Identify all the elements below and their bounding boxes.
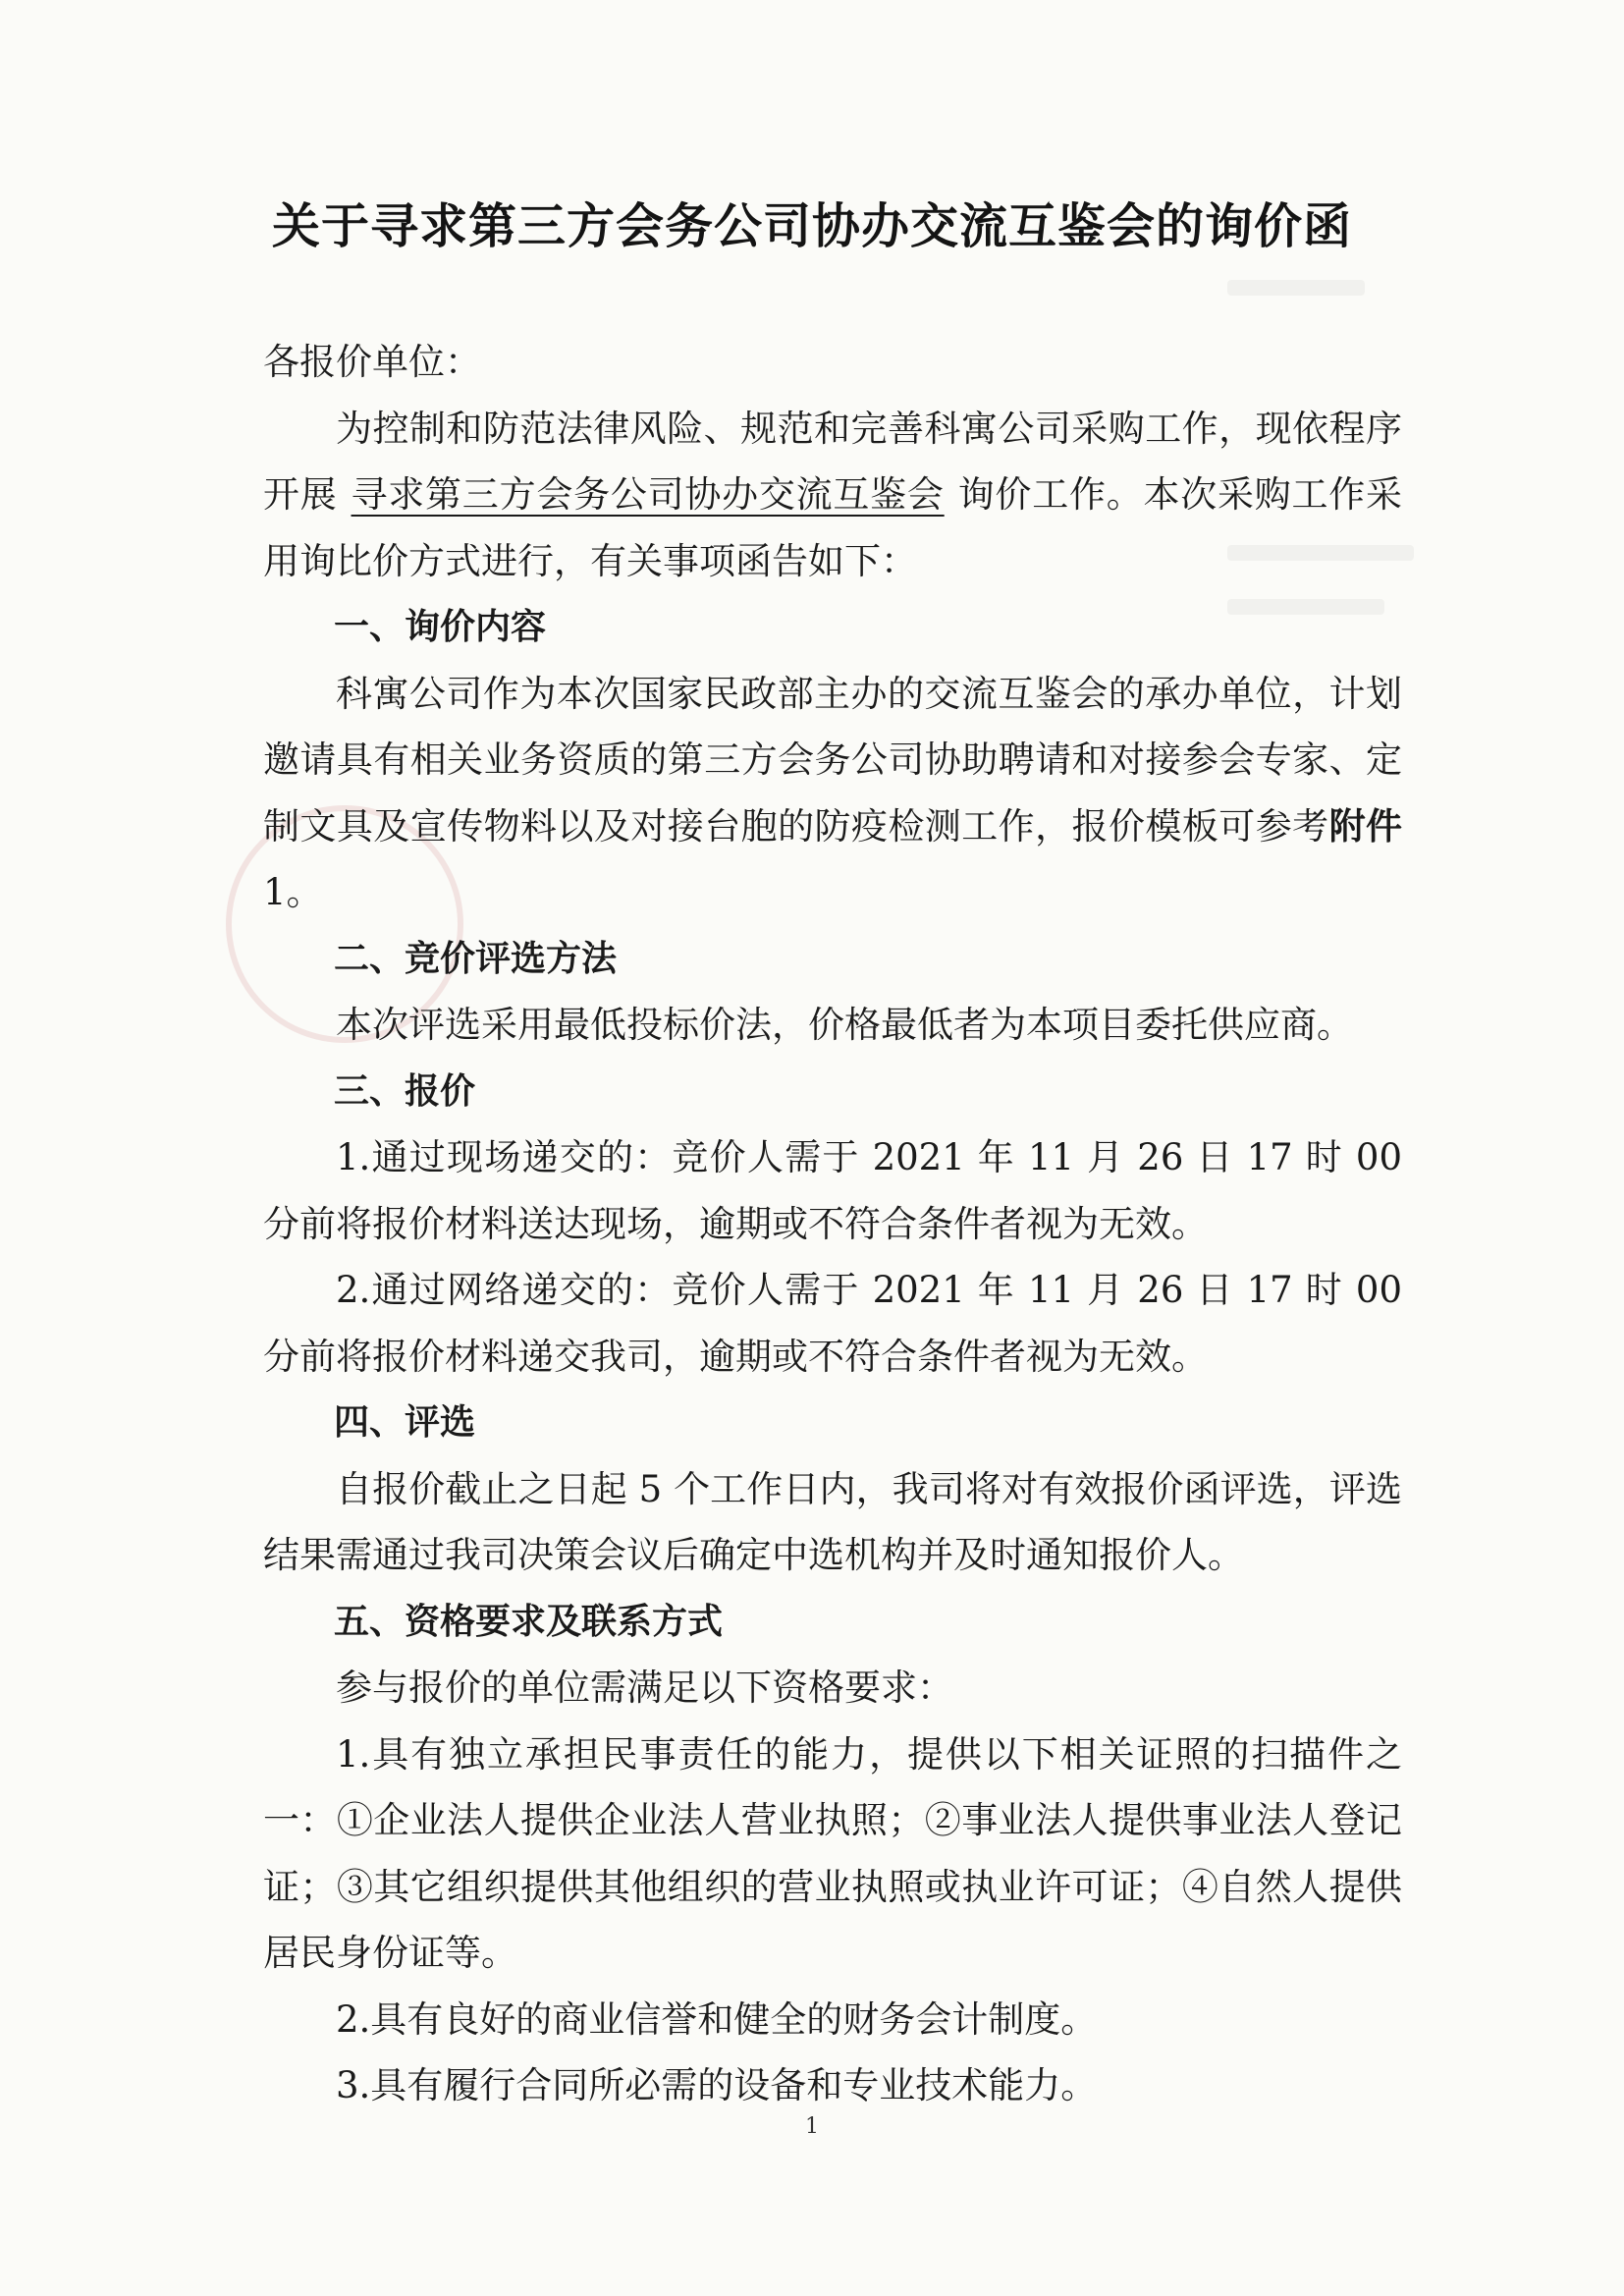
quotation-item-onsite: 1.通过现场递交的：竞价人需于 2021 年 11 月 26 日 17 时 00 分前将报价材料送达现场，逾期或不符合条件者视为无效。 [263, 1136, 1402, 1245]
section-heading-bidding-method: 二、竞价评选方法 [334, 938, 618, 979]
attachment-ref: 附件 [1328, 804, 1403, 847]
document-body [263, 329, 1402, 2119]
section-heading-evaluation: 四、评选 [334, 1402, 476, 1443]
qualification-item-2: 2.具有良好的商业信誉和健全的财务会计制度。 [336, 1997, 1098, 2041]
salutation: 各报价单位： [263, 341, 481, 383]
document-title: 关于寻求第三方会务公司协办交流互鉴会的询价函 [271, 198, 1352, 254]
intro-text-part1: 为控制和防范法律风险、规范和完善科寓公司采购工作，现依程序开展 [263, 407, 1402, 516]
attachment-number: 1。 [263, 871, 323, 913]
bleed-through-mark [1227, 280, 1365, 296]
project-name-underlined: 寻求第三方会务公司协办交流互鉴会 [351, 473, 945, 516]
section-heading-inquiry-content: 一、询价内容 [334, 607, 547, 647]
intro-paragraph [263, 396, 1402, 595]
section-paragraph-inquiry-content [263, 661, 1402, 926]
inquiry-content-text: 科寓公司作为本次国家民政部主办的交流互鉴会的承办单位，计划邀请具有相关业务资质的第三方会务公司协助聘请和对接参会专家、定制文具及宣传物料以及对接台胞的防疫检测工作，报价模板可参考 [263, 672, 1402, 847]
section-heading-qualifications: 五、资格要求及联系方式 [334, 1601, 724, 1642]
qualifications-intro: 参与报价的单位需满足以下资格要求： [336, 1667, 953, 1709]
qualification-item-1: 1.具有独立承担民事责任的能力，提供以下相关证照的扫描件之一：①企业法人提供企业法人营业执照；②事业法人提供事业法人登记证；③其它组织提供其他组织的营业执照或执业许可证；④自然人提供居民身份证等。 [263, 1732, 1402, 1974]
section-paragraph-bidding-method: 本次评选采用最低投标价法，价格最低者为本项目委托供应商。 [336, 1004, 1353, 1046]
page-number: 1 [805, 2114, 819, 2139]
section-heading-quotation: 三、报价 [334, 1070, 476, 1112]
qualification-item-3: 3.具有履行合同所必需的设备和专业技术能力。 [336, 2064, 1098, 2106]
quotation-item-online: 2.通过网络递交的：竞价人需于 2021 年 11 月 26 日 17 时 00 分前将报价材料递交我司，逾期或不符合条件者视为无效。 [263, 1269, 1402, 1378]
intro-text-part2: 询价工作。本次采购工作采用询比价方式进行，有关事项函告如下： [263, 473, 1403, 582]
section-paragraph-evaluation: 自报价截止之日起 5 个工作日内，我司将对有效报价函评选，评选结果需通过我司决策会议后确定中选机构并及时通知报价人。 [263, 1467, 1402, 1576]
